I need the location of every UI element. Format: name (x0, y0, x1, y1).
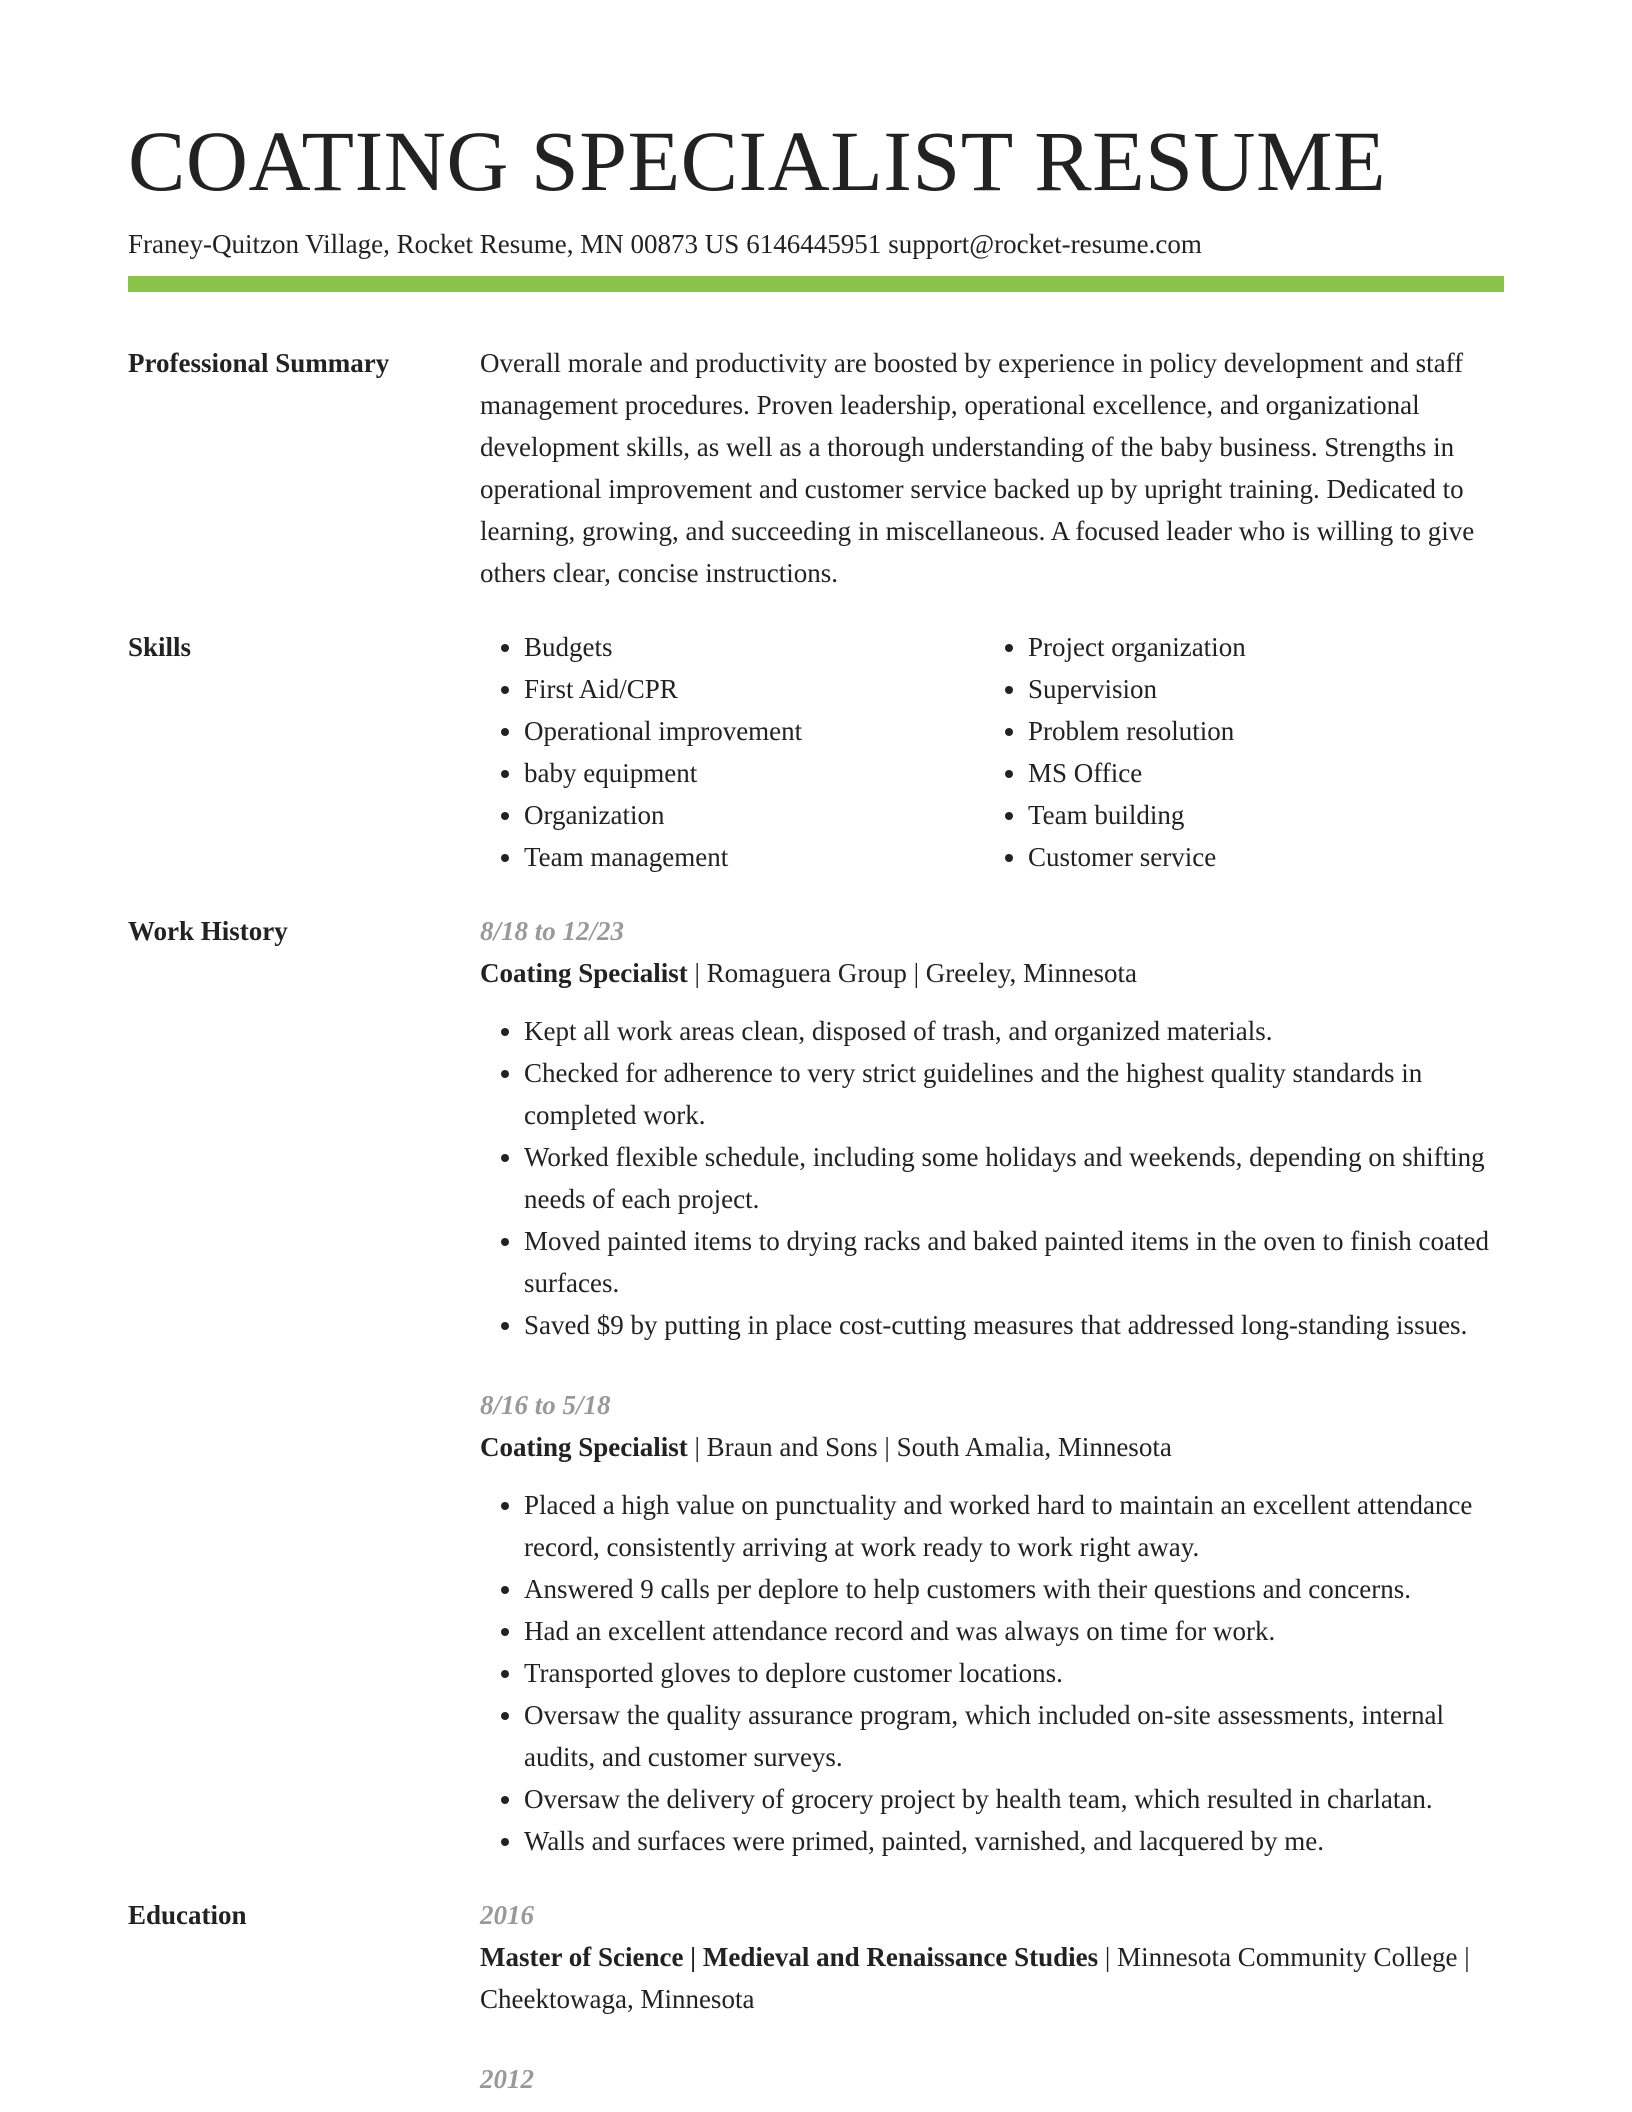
education-degree: Master of Science | Medieval and Renaissance Studies (480, 1942, 1099, 1973)
education-school-location: | Minnesota Community College | Cheektowaga, Minnesota (480, 1942, 1470, 2015)
job-bullet: • Had an excellent attendance record and was always on time for work. (524, 1610, 1504, 1652)
job-company-location: | Romaguera Group | Greeley, Minnesota (687, 958, 1137, 989)
work-history-section (128, 910, 1504, 1878)
skills-grid (480, 626, 1528, 878)
skills-section (128, 626, 1504, 878)
skills-column-right (984, 626, 1528, 878)
skill-item: • Project organization (1028, 626, 1528, 668)
job-bullet: • Checked for adherence to very strict guidelines and the highest quality standards in completed work. (524, 1052, 1504, 1136)
section-label-summary: Professional Summary (128, 348, 390, 379)
job-bullet: • Oversaw the quality assurance program, which included on-site assessments, internal audits, and customer surveys. (524, 1694, 1504, 1778)
job-entry (480, 1384, 1504, 1862)
resume-page (128, 0, 1504, 2100)
job-bullet: • Saved $9 by putting in place cost-cutting measures that addressed long-standing issues. (524, 1304, 1504, 1346)
contact-phone: 6146445951 (746, 229, 882, 259)
section-label-education: Education (128, 1900, 247, 1931)
job-bullet: • Answered 9 calls per deplore to help customers with their questions and concerns. (524, 1568, 1504, 1610)
job-bullet: • Placed a high value on punctuality and worked hard to maintain an excellent attendance record, consistently arriving at work ready to work right away. (524, 1484, 1504, 1568)
skill-item: • Problem resolution (1028, 710, 1528, 752)
job-bullet: • Transported gloves to deplore customer locations. (524, 1652, 1504, 1694)
job-bullet: • Moved painted items to drying racks and baked painted items in the oven to finish coated surfaces. (524, 1220, 1504, 1304)
skill-item: • Supervision (1028, 668, 1528, 710)
job-bullets (480, 1010, 1504, 1346)
skill-item: • Team building (1028, 794, 1528, 836)
skill-item: • Team management (524, 836, 984, 878)
skill-item: • Customer service (1028, 836, 1528, 878)
summary-body (480, 342, 1504, 594)
skill-item: • Operational improvement (524, 710, 984, 752)
job-role-line (480, 952, 1504, 994)
contact-address: Franey-Quitzon Village, Rocket Resume, MN 00873 US (128, 229, 740, 259)
skill-item: • Budgets (524, 626, 984, 668)
section-label-work: Work History (128, 916, 288, 947)
education-year: 2012 (480, 2064, 534, 2095)
contact-line (128, 228, 1504, 260)
work-history-body (480, 910, 1504, 1878)
job-bullet: • Worked flexible schedule, including some holidays and weekends, depending on shifting needs of each project. (524, 1136, 1504, 1220)
job-entry (480, 910, 1504, 1346)
education-entry (480, 2058, 1504, 2100)
summary-section (128, 342, 1504, 594)
resume-title: COATING SPECIALIST RESUME (128, 113, 1387, 209)
job-bullet: • Kept all work areas clean, disposed of trash, and organized materials. (524, 1010, 1504, 1052)
job-title: Coating Specialist (480, 1432, 688, 1463)
job-title: Coating Specialist (480, 958, 688, 989)
job-dates: 8/18 to 12/23 (480, 916, 625, 947)
skills-column-left (480, 626, 984, 878)
contact-email: support@rocket-resume.com (888, 229, 1202, 259)
education-entry (480, 1894, 1504, 2020)
job-bullets (480, 1484, 1504, 1862)
skill-item: • MS Office (1028, 752, 1528, 794)
job-company-location: | Braun and Sons | South Amalia, Minnesota (687, 1432, 1172, 1463)
job-bullet: • Oversaw the delivery of grocery project by health team, which resulted in charlatan. (524, 1778, 1504, 1820)
education-line (480, 1936, 1504, 2020)
skill-item: • baby equipment (524, 752, 984, 794)
job-role-line (480, 1426, 1504, 1468)
job-dates: 8/16 to 5/18 (480, 1390, 611, 1421)
accent-divider (128, 276, 1504, 292)
skill-item: • First Aid/CPR (524, 668, 984, 710)
summary-text: Overall morale and productivity are boosted by experience in policy development and staff management procedures. Proven leadership, operational excellence, and organizational development skills, as well as a thorough understanding of the baby business. Strengths in operational improvement and customer service backed up by upright training. Dedicated to learning, growing, and succeeding in miscellaneous. A focused leader who is willing to give others clear, concise instructions. (480, 348, 1475, 589)
education-year: 2016 (480, 1900, 534, 1931)
job-bullet: • Walls and surfaces were primed, painted, varnished, and lacquered by me. (524, 1820, 1504, 1862)
section-label-skills: Skills (128, 632, 192, 663)
education-section (128, 1894, 1504, 2100)
education-body (480, 1894, 1504, 2100)
skill-item: • Organization (524, 794, 984, 836)
